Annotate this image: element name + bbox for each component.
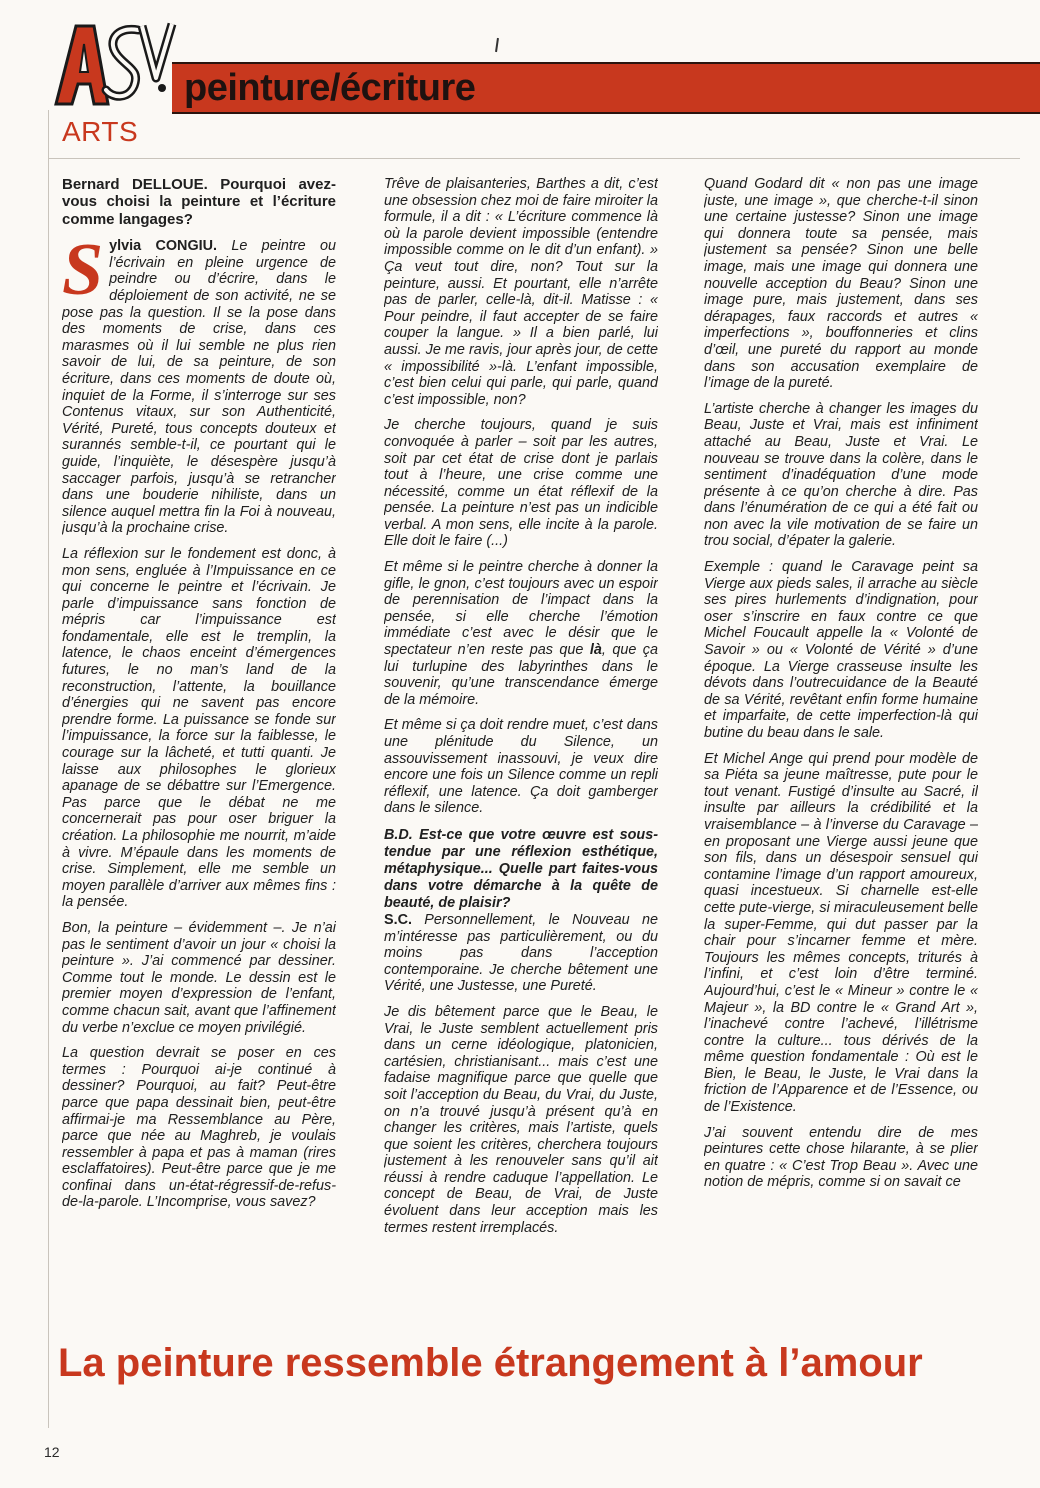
answer-1-text: Le peintre ou l’écrivain en pleine urgence de peindre ou d’écrire, dans le déploiement de son activité, ne se pose pas la question. Il se la pose dans des moments de crise, dans ces marasmes où il lui semble ne plus rien savoir de lui, de sa peinture, de son écriture, dans ces moments de doute où, inquiet de la Forme, il s’interroge sur ses Contenus vitaux, sur son Authenticité, Vérité, Pureté, tous concepts douteux et surannés semble-t-il, ce pourtant qui le guide, l’inquiète, le désespère jusqu’à saccager parfois, jusqu’à se retrancher dans une bouderie nihiliste, dans un silence auquel mettra fin la Foi à nouveau, jusqu’à la prochaine crise. (62, 238, 336, 537)
article-headline: La peinture ressemble étrangement à l’amour (58, 1341, 923, 1385)
page-number: 12 (44, 1444, 60, 1460)
question-2: B.D. Est-ce que votre œuvre est sous-tendue par une réflexion esthétique, métaphysique... Quelle part faites-vous dans votre démarche à la quête de beauté, de plaisir? (384, 826, 658, 911)
paragraph: Je dis bêtement parce que le Beau, le Vrai, le Juste semblent actuellement pris dans un cerne idéologique, platonicien, cartésien, christianisant... mais c’est une fadaise magnifique parce que quelle que soit l’acception du Beau, du Vrai, du Juste, on n’a trouvé jusqu’à présent qu’à en changer les critères, mais l’artiste, quels que soient les critères, cherchera toujours justement à les renouveler sans qu’il ait réussi à rendre caduque l’appellation. Le concept de Beau, de Vrai, de Juste évoluent dans leur acception mais les termes restent irremplacés. (384, 1003, 658, 1236)
answer-2 (384, 912, 658, 995)
article-column-3 (704, 176, 978, 1316)
paragraph-text: , que ça lui turlupine des labyrinthes dans le souvenir, qu’une transcendance émerge de la mémoire. (384, 642, 658, 708)
paragraph: Bon, la peinture – évidemment –. Je n’ai pas le sentiment d’avoir un jour « choisi la peinture ». J’ai commencé par dessiner. Comme tout le monde. Le dessin est le premier moyen d’expression de l’enfant, comme chacun sait, avant que l’affinement du verbe n’exclue ce moyen privilégié. (62, 919, 336, 1036)
frame-rule-left (48, 110, 49, 1428)
paragraph: Et Michel Ange qui prend pour modèle de sa Piéta sa jeune maîtresse, pute pour le tout venant. Fustigé d’insulte au Sacré, il insulte par ailleurs la crédibilité et la vraisemblance – à l’inverse du Caravage – en proposant une Vierge aussi jeune que son fils, dans un désespoir sensuel qui contamine l’image d’un rapport amoureux, quasi incestueux. Si charnelle est-elle cette pute-vierge, si miraculeusement belle la super-Femme, qui dut passer par la chair pour s’incarner femme et mère. Toujours les mêmes concepts, triturés à l’infini, et c’est loin d’être terminé. Aujourd’hui, c’est le « Mineur » contre le « Majeur », la BD contre le « Grand Art », l’inachevé contre l’achevé, l’illétrisme contre la culture... tous dérivés de la même question fondamentale : Où est le Bien, le Beau, le Juste, le Vrai dans la friction de l’Apparence et de l’Essence, ou de l’Existence. (704, 750, 978, 1116)
frame-rule-top (48, 158, 1020, 159)
print-mark (495, 38, 499, 52)
paragraph: L’artiste cherche à changer les images du Beau, Juste et Vrai, mais est infiniment attaché au Beau, Juste et Vrai. Le nouveau se trouve dans la colère, dans le sentiment d’inadéquation d’une mode présente à ce qu’on cherche à dire. Pas dans l’énumération de ce qui a été fait ou non avec la vile motivation de se faire un trou social, d’épater la galerie. (704, 400, 978, 550)
article-column-2 (384, 176, 658, 1316)
paragraph (384, 559, 658, 708)
paragraph: Quand Godard dit « non pas une image juste, une image », que cherche-t-il sinon une certaine justesse? Sinon une image qui donnera toute sa pensée, mais justement sa pensée? Sinon une belle image, mais une image qui donnera une nouvelle acception du Beau? Sinon une image pure, mais justement, dans ses dérapages, faux raccords et autres « imperfections », bouffonneries et clins d’œil, une pureté du rapport au monde dans son accusation exemplaire de l’image de la pureté. (704, 176, 978, 392)
interviewee-name: ylvia CONGIU. (109, 238, 218, 255)
paragraph: Exemple : quand le Caravage peint sa Vierge aux pieds sales, il arrache au siècle ses pires hurlements d’indignation, pour oser s’inscrire en faux contre ce que Michel Foucault appelle la « Volonté de Savoir » ou « Volonté de Vérité » d’une époque. La Vierge crasseuse insulte les dévots dans l’outrecuidance de la Beauté de sa Vérité, revêtant enfin forme humaine et imparfaite, de cette imperfection-là qui butine du beau dans le sale. (704, 559, 978, 741)
question-1-text: Pourquoi avez-vous choisi la peinture et l’écriture comme langages? (62, 176, 336, 228)
article-column-1 (62, 176, 336, 1316)
answer-1 (62, 229, 336, 537)
magazine-logo (50, 18, 178, 110)
paragraph: Je cherche toujours, quand je suis convoquée à parler – soit par les autres, soit par cet état de crise dont je parlais tout à l’heure, une crise comme une nécessité, comme un état réflexif de la pensée. La peinture n’est pas un indicible verbal. A mon sens, elle incite à la parole. Elle doit le faire (...) (384, 417, 658, 550)
drop-cap: S (62, 229, 104, 312)
paragraph: La question devrait se poser en ces termes : Pourquoi ai-je continué à dessiner? Pourquoi, au fait? Peut-être parce que papa dessinait bien, peut-être affirmai-je ma Ressemblance au Père, parce que née au Maghreb, je voulais ressembler à papa et pas à maman (rires esclaffatoires). Peut-être parce que je me confinai dans un-état-régressif-de-refus-de-la-parole. L’Incomprise, vous savez? (62, 1045, 336, 1211)
paragraph: La réflexion sur le fondement est donc, à mon sens, engluée à l’Impuissance en ce qui concerne le peintre et l’écrivain. Je parle d’impuissance sans fonction de mépris car l’impuissance est fondamentale, elle est le tremplin, la latence, le chaos enceint d’émergences futures, le no man’s land de la reconstruction, l’attente, la bouillance d’énergies qui ne savent pas encore prendre forme. La puissance se fonde sur l’impuissance, la force sur la faiblesse, le courage sur la lâcheté, et tutti quanti. Je laisse aux philosophes le glorieux apanage de se débattre sur l’Emergence. Pas parce que le débat ne me concernerait pas pour oser briguer la création. La philosophie me nourrit, m’aide à vivre. M’épaule dans les moments de crise. Simplement, elle me semble un moyen parallèle d’arriver aux mêmes fins : la pensée. (62, 545, 336, 911)
paragraph: Trêve de plaisanteries, Barthes a dit, c’est une obsession chez moi de faire miroiter la formule, il a dit : « L’écriture commence là où la parole devient impossible (entendre impossible comme on le dit d’un enfant). » Ça veut tout dire, non? Tout sur la peinture, aussi. Et pourtant, elle n’arrête pas de parler, celle-là, dit-il. Matisse : « Pour peindre, il faut accepter de se faire couper la langue. » Il a bien parlé, lui aussi. Je me ravis, jour après jour, de cette « impossibilité »-là. L’enfant impossible, c’est bien celui qui parle, qui parle, quand c’est impossible, non? (384, 176, 658, 408)
paragraph: Et même si ça doit rendre muet, c’est dans une plénitude du Silence, un assouvissement inassouvi, je veux dire encore une fois un Silence comme un repli réflexif, une latence. Ça doit gamberger dans le silence. (384, 717, 658, 817)
interviewer-name: Bernard DELLOUE. (62, 176, 208, 193)
answer-2-text: Personnellement, le Nouveau ne m’intéresse pas particulièrement, ou du moins pas dans l’acception contemporaine. Je cherche bêtement une Vérité, une Justesse, une Pureté. (384, 911, 658, 995)
paragraph: J’ai souvent entendu dire de mes peintures cette chose hilarante, à se plier en quatre : « C’est Trop Beau ». Avec une notion de mépris, comme si on savait ce (704, 1124, 978, 1191)
rubric-label: ARTS (62, 116, 139, 147)
interviewee-initials: S.C. (384, 911, 412, 928)
question-1 (62, 176, 336, 228)
emphasis: là (589, 642, 602, 659)
section-title: peinture/écriture (184, 67, 476, 109)
paragraph-text: Et même si le peintre cherche à donner la gifle, le gnon, c’est toujours avec un espoir de perennisation de l’impact dans la pensée, si elle cherche l’émotion immédiate c’est avec le désir que le spectateur n’en reste pas que (384, 559, 658, 659)
